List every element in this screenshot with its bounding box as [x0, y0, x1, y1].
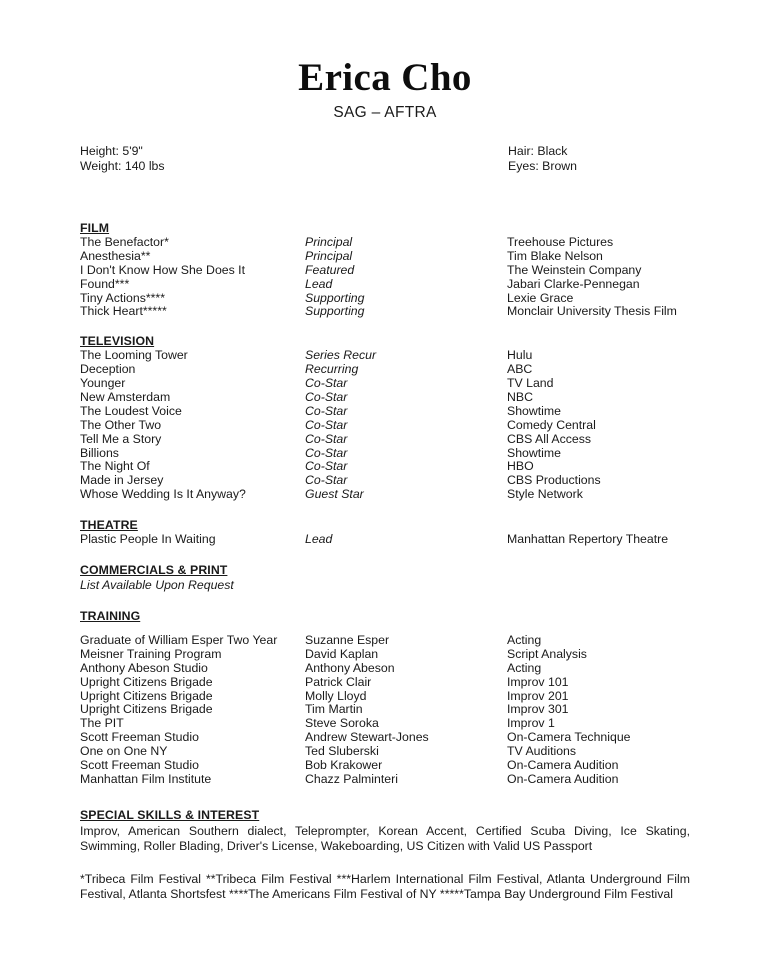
- stat-weight: Weight: 140 lbs: [80, 159, 165, 173]
- credit-row: [80, 305, 690, 319]
- credit-row: [80, 488, 690, 502]
- credit-title: Upright Citizens Brigade: [80, 702, 213, 717]
- credit-row: [80, 292, 690, 306]
- credit-title: The Night Of: [80, 459, 150, 474]
- credit-role: Patrick Clair: [305, 674, 372, 689]
- credit-title: Upright Citizens Brigade: [80, 674, 213, 689]
- resume-header: [80, 0, 690, 123]
- credit-company: Script Analysis: [507, 646, 587, 661]
- credit-row: [80, 264, 690, 278]
- training-credit-list: [80, 634, 690, 787]
- credit-title: The Loudest Voice: [80, 403, 182, 418]
- credit-role: Molly Lloyd: [305, 688, 367, 703]
- credit-row: [80, 634, 690, 648]
- credit-company: Comedy Central: [507, 417, 596, 432]
- credit-title: Scott Freeman Studio: [80, 730, 199, 745]
- credit-company: Improv 101: [507, 674, 569, 689]
- credit-row: [80, 433, 690, 447]
- credit-role: Steve Soroka: [305, 716, 379, 731]
- credit-role: Andrew Stewart-Jones: [305, 730, 429, 745]
- credit-company: Acting: [507, 633, 542, 648]
- credit-row: [80, 474, 690, 488]
- festival-footnotes: *Tribeca Film Festival **Tribeca Film Festival ***Harlem International Film Festival, Atlanta Underground Film Festival, Atlanta Shortsfest ****The Americans Film Festival of NY *****Tampa Bay Underground Film Festival: [80, 871, 690, 902]
- credit-company: Manhattan Repertory Theatre: [507, 532, 669, 547]
- credit-role: Featured: [305, 262, 355, 277]
- section-title-special-skills: SPECIAL SKILLS & INTEREST: [80, 807, 260, 822]
- credit-company: The Weinstein Company: [507, 262, 642, 277]
- special-skills-body: Improv, American Southern dialect, Teleprompter, Korean Accent, Certified Scuba Diving, Ice Skating, Swimming, Roller Blading, Driver's License, Wakeboarding, US Citizen with Valid US Passport: [80, 823, 690, 854]
- credit-row: [80, 391, 690, 405]
- section-theatre: [80, 518, 690, 547]
- credit-title: Billions: [80, 445, 119, 460]
- credit-company: CBS All Access: [507, 431, 592, 446]
- actor-name: Erica Cho: [298, 56, 472, 99]
- credit-title: Whose Wedding Is It Anyway?: [80, 487, 246, 502]
- credit-title: Upright Citizens Brigade: [80, 688, 213, 703]
- credit-title: The Benefactor*: [80, 235, 169, 249]
- credit-role: Co-Star: [305, 417, 348, 432]
- credit-row: [80, 533, 690, 547]
- stat-height: Height: 5'9": [80, 144, 143, 158]
- credit-role: Lead: [305, 276, 333, 291]
- section-commercials: [80, 563, 690, 592]
- credit-role: Bob Krakower: [305, 758, 383, 773]
- credit-title: Plastic People In Waiting: [80, 532, 216, 547]
- credit-title: New Amsterdam: [80, 390, 171, 405]
- credit-row: [80, 460, 690, 474]
- credit-role: Co-Star: [305, 473, 348, 488]
- stat-hair: Hair: Black: [508, 144, 568, 158]
- credit-title: Found***: [80, 276, 130, 291]
- credit-role: Supporting: [305, 290, 365, 305]
- credit-company: Improv 1: [507, 716, 555, 731]
- credit-row: [80, 703, 690, 717]
- credit-title: The Other Two: [80, 417, 162, 432]
- credit-role: Co-Star: [305, 445, 348, 460]
- credit-row: [80, 405, 690, 419]
- credit-role: Chazz Palminteri: [305, 771, 398, 786]
- credit-title: Manhattan Film Institute: [80, 771, 212, 786]
- credit-role: Co-Star: [305, 459, 348, 474]
- credit-title: Anesthesia**: [80, 248, 151, 263]
- stats-right-column: [508, 144, 577, 174]
- credit-title: The PIT: [80, 716, 124, 731]
- credit-role: Ted Sluberski: [305, 744, 379, 759]
- credit-role: Principal: [305, 248, 353, 263]
- credit-role: Co-Star: [305, 390, 348, 405]
- credit-row: [80, 690, 690, 704]
- credit-title: Meisner Training Program: [80, 646, 222, 661]
- credit-row: [80, 377, 690, 391]
- credit-row: [80, 250, 690, 264]
- union-affiliation: SAG – AFTRA: [333, 104, 437, 121]
- commercials-note: List Available Upon Request: [80, 578, 234, 593]
- credit-company: Acting: [507, 660, 542, 675]
- credit-company: HBO: [507, 459, 534, 474]
- credit-title: Tiny Actions****: [80, 290, 165, 305]
- credit-row: [80, 676, 690, 690]
- credit-role: David Kaplan: [305, 646, 379, 661]
- section-film: [80, 221, 690, 319]
- credit-row: [80, 773, 690, 787]
- credit-title: Scott Freeman Studio: [80, 758, 199, 773]
- credit-title: One on One NY: [80, 744, 168, 759]
- credit-company: CBS Productions: [507, 473, 601, 488]
- credit-role: Lead: [305, 532, 333, 547]
- credit-title: I Don't Know How She Does It: [80, 262, 246, 277]
- credit-title: Younger: [80, 376, 126, 391]
- credit-row: [80, 759, 690, 773]
- credit-company: Hulu: [507, 348, 533, 363]
- credit-row: [80, 278, 690, 292]
- credit-title: Graduate of William Esper Two Year: [80, 633, 278, 648]
- credit-row: [80, 447, 690, 461]
- credit-title: Thick Heart*****: [80, 304, 167, 319]
- section-special-skills: [80, 808, 690, 855]
- credit-company: Showtime: [507, 445, 561, 460]
- credit-role: Anthony Abeson: [305, 660, 395, 675]
- credit-title: The Looming Tower: [80, 348, 188, 363]
- film-credit-list: [80, 236, 690, 319]
- credit-company: Monclair University Thesis Film: [507, 304, 677, 319]
- credit-row: [80, 419, 690, 433]
- credit-row: [80, 648, 690, 662]
- credit-title: Anthony Abeson Studio: [80, 660, 208, 675]
- credit-row: [80, 717, 690, 731]
- credit-company: Showtime: [507, 403, 561, 418]
- credit-role: Co-Star: [305, 376, 348, 391]
- theatre-credit-list: [80, 533, 690, 547]
- credit-company: Jabari Clarke-Pennegan: [507, 276, 640, 291]
- section-training: [80, 609, 690, 787]
- credit-title: Made in Jersey: [80, 473, 164, 488]
- credit-title: Deception: [80, 362, 136, 377]
- credit-company: Improv 301: [507, 702, 569, 717]
- credit-row: [80, 731, 690, 745]
- credit-company: TV Auditions: [507, 744, 577, 759]
- section-title-television: TELEVISION: [80, 334, 155, 349]
- section-television: [80, 334, 690, 502]
- physical-stats: [80, 144, 690, 176]
- credit-row: [80, 236, 690, 250]
- credit-row: [80, 662, 690, 676]
- credit-role: Co-Star: [305, 431, 348, 446]
- credit-company: Improv 201: [507, 688, 569, 703]
- stat-eyes: Eyes: Brown: [508, 159, 578, 173]
- credit-role: Suzanne Esper: [305, 633, 390, 648]
- credit-company: On-Camera Audition: [507, 758, 619, 773]
- credit-company: On-Camera Audition: [507, 771, 619, 786]
- television-credit-list: [80, 349, 690, 502]
- credit-company: Style Network: [507, 487, 583, 502]
- credit-role: Guest Star: [305, 487, 364, 502]
- credit-role: Co-Star: [305, 403, 348, 418]
- credit-company: NBC: [507, 390, 533, 405]
- credit-row: [80, 349, 690, 363]
- section-title-commercials: COMMERCIALS & PRINT: [80, 563, 228, 578]
- credit-company: Tim Blake Nelson: [507, 248, 603, 263]
- credit-role: Supporting: [305, 304, 365, 319]
- credit-row: [80, 363, 690, 377]
- stats-left-column: [80, 144, 165, 174]
- credit-title: Tell Me a Story: [80, 431, 162, 446]
- credit-company: ABC: [507, 362, 533, 377]
- credit-company: On-Camera Technique: [507, 730, 631, 745]
- credit-row: [80, 745, 690, 759]
- credit-role: Principal: [305, 235, 353, 249]
- section-title-training: TRAINING: [80, 609, 141, 624]
- credit-role: Recurring: [305, 362, 359, 377]
- section-title-theatre: THEATRE: [80, 518, 138, 533]
- credit-role: Tim Martin: [305, 702, 363, 717]
- credit-company: Lexie Grace: [507, 290, 574, 305]
- credit-role: Series Recur: [305, 348, 377, 363]
- credit-company: Treehouse Pictures: [507, 235, 614, 249]
- section-title-film: FILM: [80, 221, 110, 235]
- credit-company: TV Land: [507, 376, 554, 391]
